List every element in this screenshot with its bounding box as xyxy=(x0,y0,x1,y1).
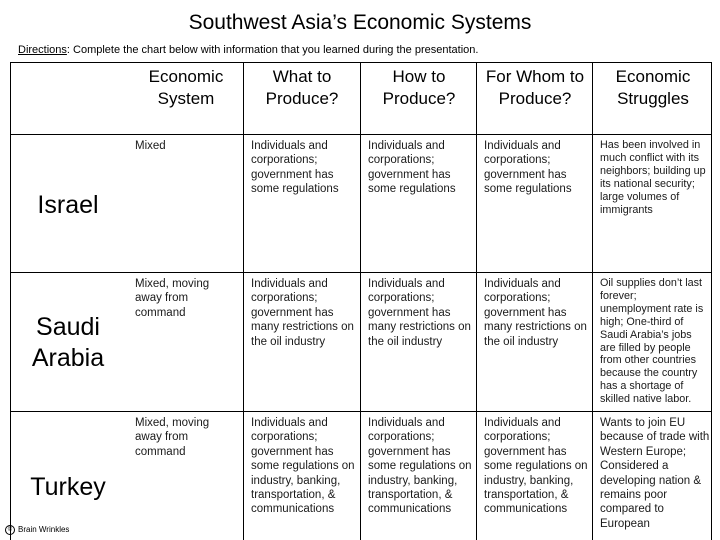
table-cell: Individuals and corporations; government has some regulations xyxy=(368,140,456,196)
copyright-icon: © xyxy=(5,525,15,535)
table-cell: Individuals and corporations; government has some regulations on industry, banking, transportation, & communications xyxy=(368,417,472,516)
row-divider xyxy=(10,411,712,412)
table-cell: Oil supplies don’t last forever; unemployment rate is high; One-third of Saudi Arabia’s jobs are filled by people from other countries because the country has a shortage of skilled native labor. xyxy=(600,277,704,406)
table-cell: Individuals and corporations; government has some regulations xyxy=(484,140,572,196)
table-cell: Individuals and corporations; government has some regulations xyxy=(251,140,339,196)
directions-text: : Complete the chart below with information that you learned during the presentation. xyxy=(66,44,479,56)
table-cell: Individuals and corporations; government has many restrictions on the oil industry xyxy=(484,278,587,348)
table-cell: Individuals and corporations; government has some regulations on industry, banking, transportation, & communications xyxy=(484,417,588,516)
table-cell: Mixed, moving away from command xyxy=(135,278,210,319)
column-divider xyxy=(592,62,593,540)
table-cell: Individuals and corporations; government has some regulations on industry, banking, transportation, & communications xyxy=(251,417,355,516)
country-saudi-arabia: Saudi Arabia xyxy=(31,313,105,372)
header-what-to-produce: What to Produce? xyxy=(265,67,339,108)
header-economic-system: Economic System xyxy=(148,67,224,108)
country-turkey: Turkey xyxy=(30,473,106,501)
page-title: Southwest Asia’s Economic Systems xyxy=(188,11,532,34)
country-israel: Israel xyxy=(37,191,99,219)
copyright-footer xyxy=(5,525,69,535)
copyright-text: Brain Wrinkles xyxy=(18,525,70,534)
directions-label: Directions xyxy=(18,44,67,56)
directions xyxy=(18,43,478,57)
header-for-whom: For Whom to Produce? xyxy=(485,67,585,108)
table-cell: Individuals and corporations; government has many restrictions on the oil industry xyxy=(251,278,354,348)
table-cell: Mixed, moving away from command xyxy=(135,417,210,458)
table-cell: Wants to join EU because of trade with Western Europe; Considered a developing nation & remains poor compared to European xyxy=(600,417,710,530)
table-cell: Individuals and corporations; government has many restrictions on the oil industry xyxy=(368,278,471,348)
header-economic-struggles: Economic Struggles xyxy=(615,67,691,108)
column-divider xyxy=(243,62,244,540)
table-cell: Mixed xyxy=(135,140,166,152)
header-divider xyxy=(10,134,712,135)
table-cell: Has been involved in much conflict with its neighbors; building up its national security; large volumes of immigrants xyxy=(600,139,706,216)
column-divider xyxy=(360,62,361,540)
row-divider xyxy=(10,272,712,273)
header-how-to-produce: How to Produce? xyxy=(382,67,456,108)
column-divider xyxy=(476,62,477,540)
